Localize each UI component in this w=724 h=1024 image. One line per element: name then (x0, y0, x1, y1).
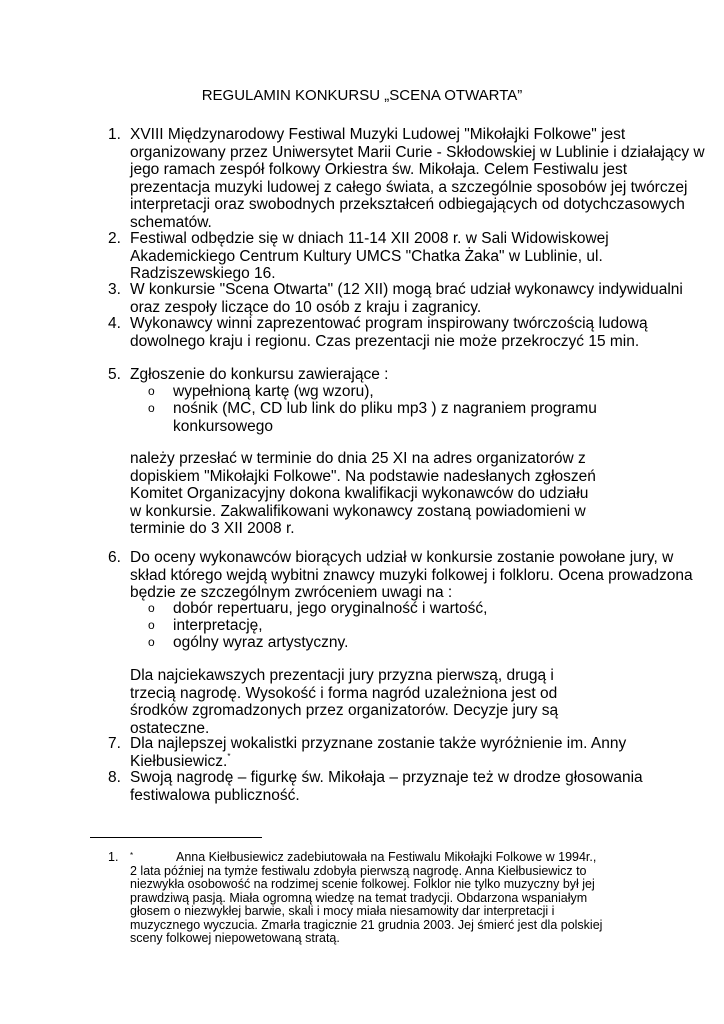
item-number: 2. (108, 230, 121, 247)
item6-paragraph: Dla najciekawszych prezentacji jury przyzna pierwszą, drugą i trzecią nagrodę. Wysokość i forma nagród uzależniona jest od środków zgromadzonych przez organizatorów. Decyzje jury są ostateczne. (130, 667, 559, 737)
item-number: 8. (108, 769, 121, 786)
item-number: 7. (108, 735, 121, 752)
footnote-text (130, 851, 605, 946)
sub-item-text: ogólny wyraz artystyczny. (173, 634, 349, 651)
item-text: XVIII Międzynarodowy Festiwal Muzyki Ludowej "Mikołajki Folkowe" jest organizowany przez Uniwersytet Marii Curie - Skłodowskiej w Lublinie i działający w jego ramach zespół folkowy Orkiestra św. Mikołaja. Celem Festiwalu jest prezentacja muzyki ludowej z całego świata, a szczególnie sposobów jej twórczej interpretacji oraz swobodnych przekształceń odbiegających od dotychczasowych schematów. (130, 126, 705, 231)
document-title: REGULAMIN KONKURSU „SCENA OTWARTA” (201, 87, 523, 104)
sub-item-text: nośnik (MC, CD lub link do pliku mp3 ) z nagraniem programu konkursowego (173, 400, 597, 435)
item-text: Festiwal odbędzie się w dniach 11-14 XII 2008 r. w Sali Widowiskowej Akademickiego Centrum Kultury UMCS "Chatka Żaka" w Lublinie, ul. Radziszewskiego 16. (130, 230, 609, 282)
bullet-icon: o (148, 384, 155, 398)
item-text: Wykonawcy winni zaprezentować program inspirowany twórczością ludową dowolnego kraju i regionu. Czas prezentacji nie może przekroczyć 15 min. (130, 315, 648, 350)
bullet-icon: o (148, 635, 155, 649)
bullet-icon: o (148, 618, 155, 632)
footnote-reference[interactable]: * (227, 751, 231, 761)
footnote-mark: * (130, 851, 134, 860)
footnote-body: Anna Kiełbusiewicz zadebiutowała na Festiwalu Mikołajki Folkowe w 1994r., 2 lata później na tymże festiwalu zdobyła pierwszą nagrodę. Anna Kiełbusiewicz to niezwykła osobowość na rodzimej scenie folkowej. Folklor nie tylko muzyczny był jej prawdziwą pasją. Miała ogromną wiedzę na temat tradycji. Obdarzona wspaniałym głosem o niezwykłej barwie, skali i mocy miała niesamowity dar interpretacji i muzycznego wyczucia. Zmarła tragicznie 21 grudnia 2003. Jej śmierć jest dla polskiej sceny folkowej niepowetowaną stratą. (130, 850, 603, 945)
sub-item-text: wypełnioną kartę (wg wzoru), (173, 383, 374, 400)
item-text: Swoją nagrodę – figurkę św. Mikołaja – przyznaje też w drodze głosowania festiwalowa publiczność. (130, 769, 643, 804)
item5-paragraph: należy przesłać w terminie do dnia 25 XI na adres organizatorów z dopiskiem "Mikołajki Folkowe". Na podstawie nadesłanych zgłoszeń Komitet Organizacyjny dokona kwalifikacji wykonawców do udziału w konkursie. Zakwalifikowani wykonawcy zostaną powiadomieni w terminie do 3 XII 2008 r. (130, 450, 596, 537)
item-number: 3. (108, 281, 121, 298)
item-number: 1. (108, 126, 121, 143)
footnote-separator (90, 837, 262, 838)
item-text: Do oceny wykonawców biorących udział w konkursie zostanie powołane jury, w skład którego wejdą wybitni znawcy muzyki folkowej i folkloru. Ocena prowadzona będzie ze szczególnym zwróceniem uwagi na : (130, 549, 693, 601)
bullet-icon: o (148, 601, 155, 615)
bullet-icon: o (148, 401, 155, 415)
item-text: W konkursie "Scena Otwarta" (12 XII) mogą brać udział wykonawcy indywidualni oraz zespoły liczące do 10 osób z kraju i zagranicy. (130, 281, 683, 316)
item-text: Zgłoszenie do konkursu zawierające : (130, 366, 389, 383)
sub-item-text: interpretację, (173, 617, 263, 634)
item-number: 6. (108, 549, 121, 566)
sub-item-text: dobór repertuaru, jego oryginalność i wartość, (173, 600, 488, 617)
footnote-number: 1. (108, 850, 119, 864)
item-text (130, 735, 705, 770)
item-number: 5. (108, 366, 121, 383)
item-number: 4. (108, 315, 121, 332)
item-text-body: Dla najlepszej wokalistki przyznane zostanie także wyróżnienie im. Anny Kiełbusiewicz. (130, 735, 627, 770)
